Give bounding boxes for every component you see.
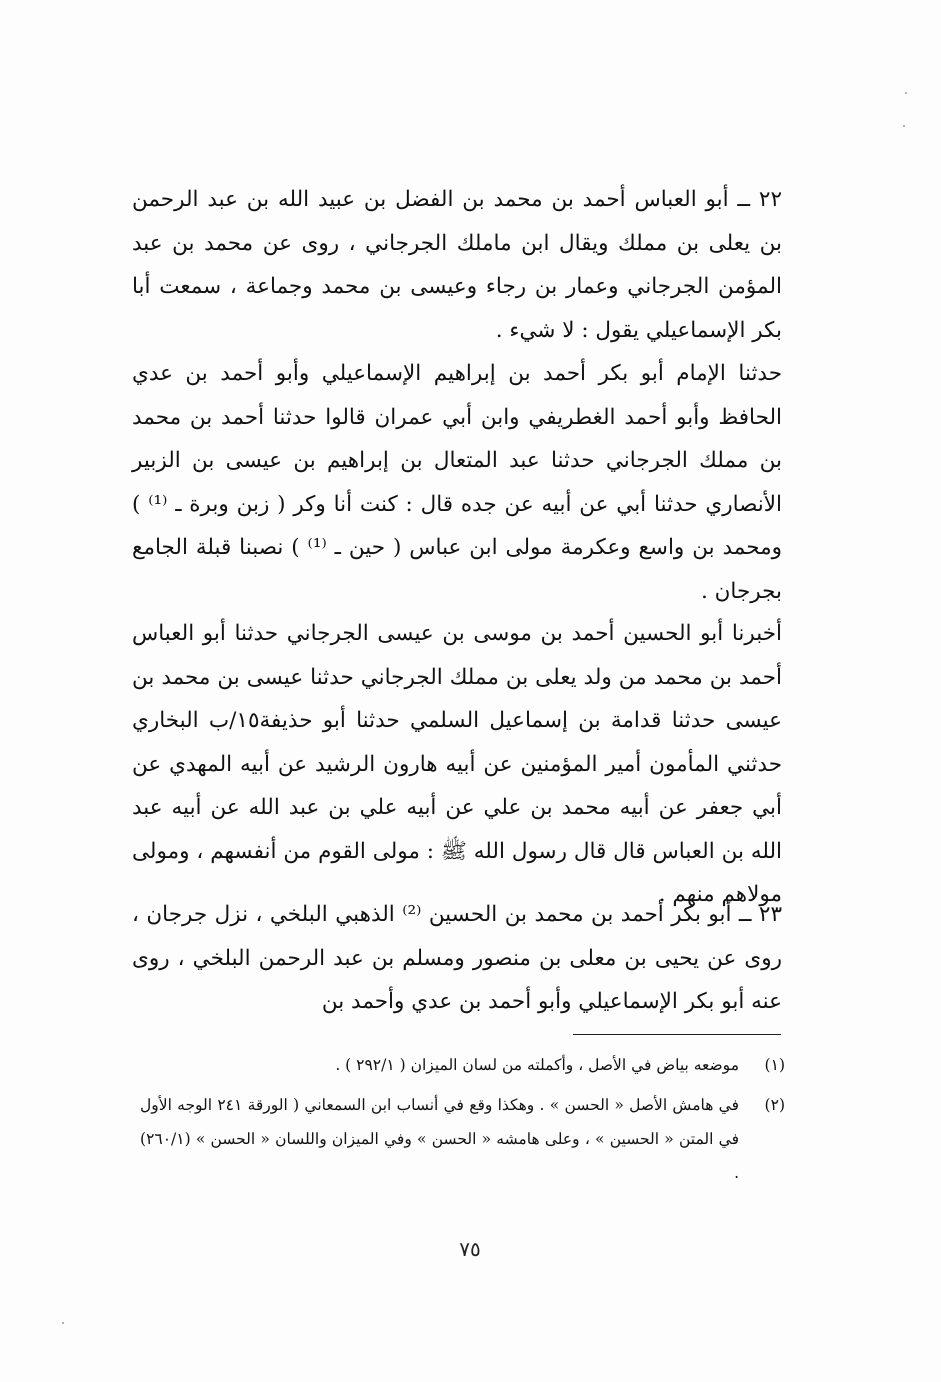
footnote-item <box>140 1088 785 1190</box>
paragraph-text: ٢٢ ــ أبو العباس أحمد بن محمد بن الفضل بن عبيد الله بن عبد الرحمن بن يعلى بن مملك ويقال ابن ماملك الجرجاني ، روى عن محمد بن عبد المؤمن الجرجاني وعمار بن رجاء وعيسى بن محمد وجماعة ، سمعت أبا بكر الإسماعيلي يقول : لا شيء . <box>132 187 782 343</box>
hadith-chain-paragraph <box>132 352 782 613</box>
footnote-text: موضعه بياض في الأصل ، وأكملته من لسان الميزان ( ٢٩٢/١ ) . <box>335 1056 739 1074</box>
footnote-number: (٢) <box>764 1096 785 1114</box>
paragraph-text: حدثنا الإمام أبو بكر أحمد بن إبراهيم الإسماعيلي وأبو أحمد بن عدي الحافظ وأبو أحمد الغطريفي وابن أبي عمران قالوا حدثنا أحمد بن محمد بن مملك الجرجاني حدثنا عبد المتعال بن إبراهيم بن عيسى بن الزبير الأنصاري حدثنا أبي عن أبيه عن جده قال : كنت أنا وكر ( زبن وبرة ـ ⁽¹⁾ ) ومحمد بن واسع وعكرمة مولى ابن عباس ( حين ـ ⁽¹⁾ ) نصبنا قبلة الجامع بجرجان . <box>132 361 782 604</box>
page-number: ٧٥ <box>459 1237 481 1261</box>
footnote-1 <box>140 1048 785 1082</box>
footnote-text: في هامش الأصل « الحسن » . وهكذا وقع في أنساب ابن السمعاني ( الورقة ٢٤١ الوجه الأول في المتن « الحسين » ، وعلى هامشه « الحسن » وفي الميزان واللسان « الحسن » (٢٦٠/١) . <box>140 1096 739 1182</box>
footnote-number: (١) <box>764 1056 785 1074</box>
scan-speck <box>903 125 905 127</box>
scan-speck <box>905 92 907 94</box>
narration-paragraph <box>132 612 782 917</box>
footnote-item <box>140 1048 785 1082</box>
footnote-2 <box>140 1088 785 1190</box>
paragraph-text: ٢٣ ــ أبو بكر أحمد بن محمد بن الحسين ⁽²⁾ الذهبي البلخي ، نزل جرجان ، روى عن يحيى بن معلى بن منصور ومسلم بن عبد الرحمن البلخي ، روى عنه أبو بكر الإسماعيلي وأبو أحمد بن عدي وأحمد بن <box>132 902 782 1014</box>
entry-22-paragraph <box>132 178 782 352</box>
scan-speck <box>62 1322 64 1324</box>
paragraph-text: أخبرنا أبو الحسين أحمد بن موسى بن عيسى الجرجاني حدثنا أبو العباس أحمد بن محمد من ولد يعلى بن مملك الجرجاني حدثنا عيسى بن محمد بن عيسى حدثنا قدامة بن إسماعيل السلمي حدثنا أبو حذيفة١٥/ب البخاري حدثني المأمون أمير المؤمنين عن أبيه هارون الرشيد عن أبيه المهدي عن أبي جعفر عن أبيه محمد بن علي عن أبيه علي بن عبد الله عن أبيه عبد الله بن العباس قال قال رسول الله ﷺ : مولى القوم من أنفسهم ، ومولى مولاهم منهم . <box>132 621 782 907</box>
entry-23-paragraph <box>132 893 782 1024</box>
footnote-separator <box>573 1034 781 1035</box>
